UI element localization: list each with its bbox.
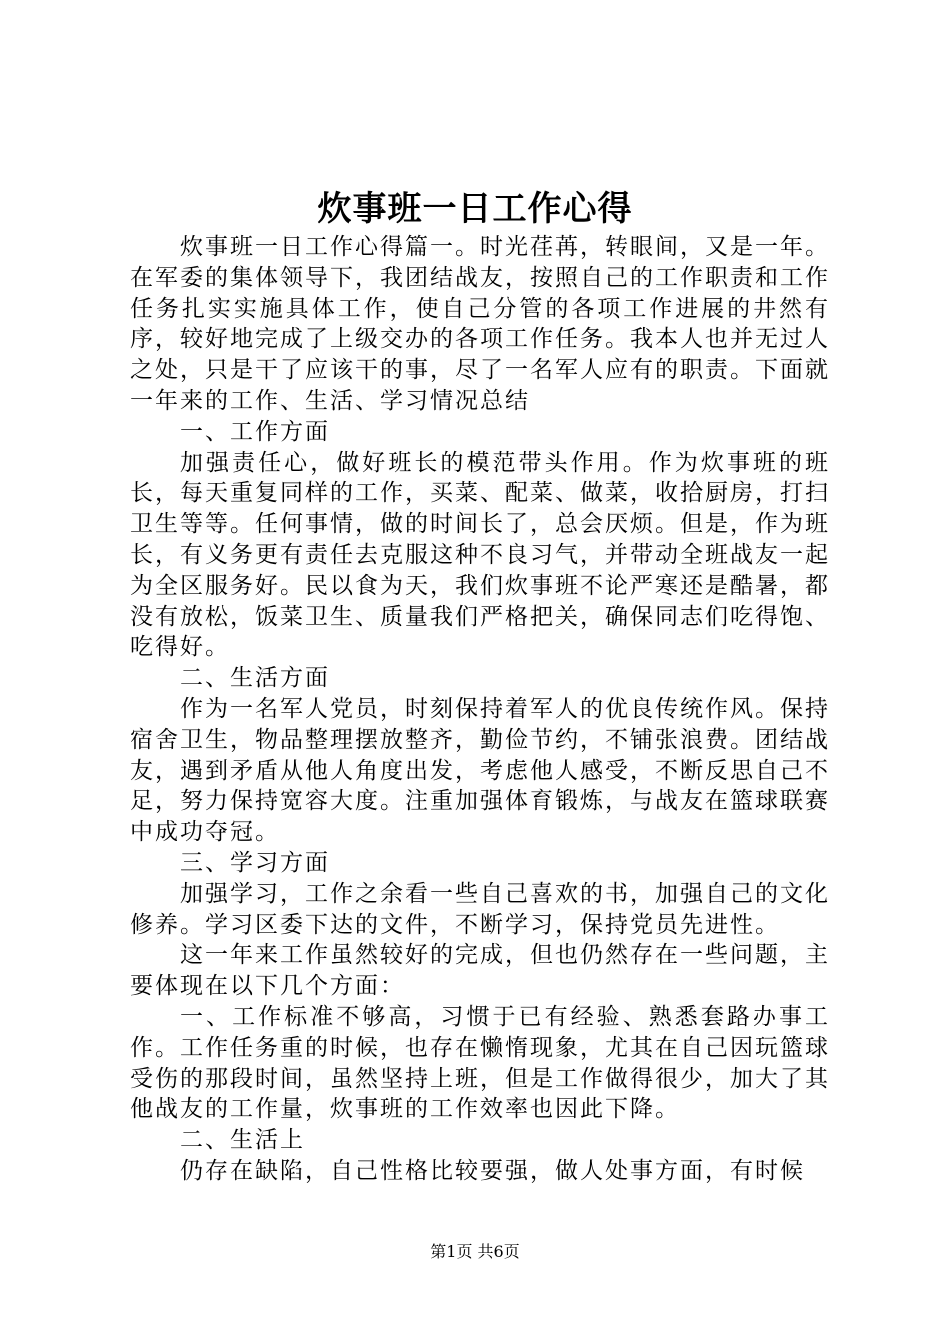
paragraph-work: 加强责任心，做好班长的模范带头作用。作为炊事班的班长，每天重复同样的工作，买菜、配菜、做菜，收拾厨房，打扫卫生等等。任何事情，做的时间长了，总会厌烦。但是，作为班长，有义务更有责任去克服这种不良习气，并带动全班战友一起为全区服务好。民以食为天，我们炊事班不论严寒还是酷暑，都没有放松，饭菜卫生、质量我们严格把关，确保同志们吃得饱、吃得好。: [130, 449, 830, 661]
document-body: [130, 232, 830, 1187]
paragraph-life-problem: 仍存在缺陷，自己性格比较要强，做人处事方面，有时候: [180, 1157, 805, 1184]
paragraph-problem-work: 一、工作标准不够高，习惯于已有经验、熟悉套路办事工作。工作任务重的时候，也存在懒惰现象，尤其在自己因玩篮球受伤的那段时间，虽然坚持上班，但是工作做得很少，加大了其他战友的工作量，炊事班的工作效率也因此下降。: [130, 1003, 830, 1123]
page-footer: 第1页 共6页: [430, 1242, 520, 1261]
section-heading-work: 一、工作方面: [180, 418, 330, 445]
section-heading-life: 二、生活方面: [180, 665, 330, 692]
section-heading-study: 三、学习方面: [180, 849, 330, 876]
paragraph-study: 加强学习，工作之余看一些自己喜欢的书，加强自己的文化修养。学习区委下达的文件，不断学习，保持党员先进性。: [130, 880, 830, 938]
paragraph-life: 作为一名军人党员，时刻保持着军人的优良传统作风。保持宿舍卫生，物品整理摆放整齐，勤俭节约，不铺张浪费。团结战友，遇到矛盾从他人角度出发，考虑他人感受，不断反思自己不足，努力保持宽容大度。注重加强体育锻炼，与战友在篮球联赛中成功夺冠。: [130, 695, 830, 846]
paragraph-intro: 炊事班一日工作心得篇一。时光荏苒，转眼间，又是一年。在军委的集体领导下，我团结战友，按照自己的工作职责和工作任务扎实实施具体工作，使自己分管的各项工作进展的井然有序，较好地完成了上级交办的各项工作任务。我本人也并无过人之处，只是干了应该干的事，尽了一名军人应有的职责。下面就一年来的工作、生活、学习情况总结: [130, 234, 830, 414]
document-title: 炊事班一日工作心得: [317, 189, 633, 229]
paragraph-problems-intro: 这一年来工作虽然较好的完成，但也仍然存在一些问题，主要体现在以下几个方面：: [130, 942, 830, 1000]
section-heading-life-problem: 二、生活上: [180, 1127, 305, 1154]
